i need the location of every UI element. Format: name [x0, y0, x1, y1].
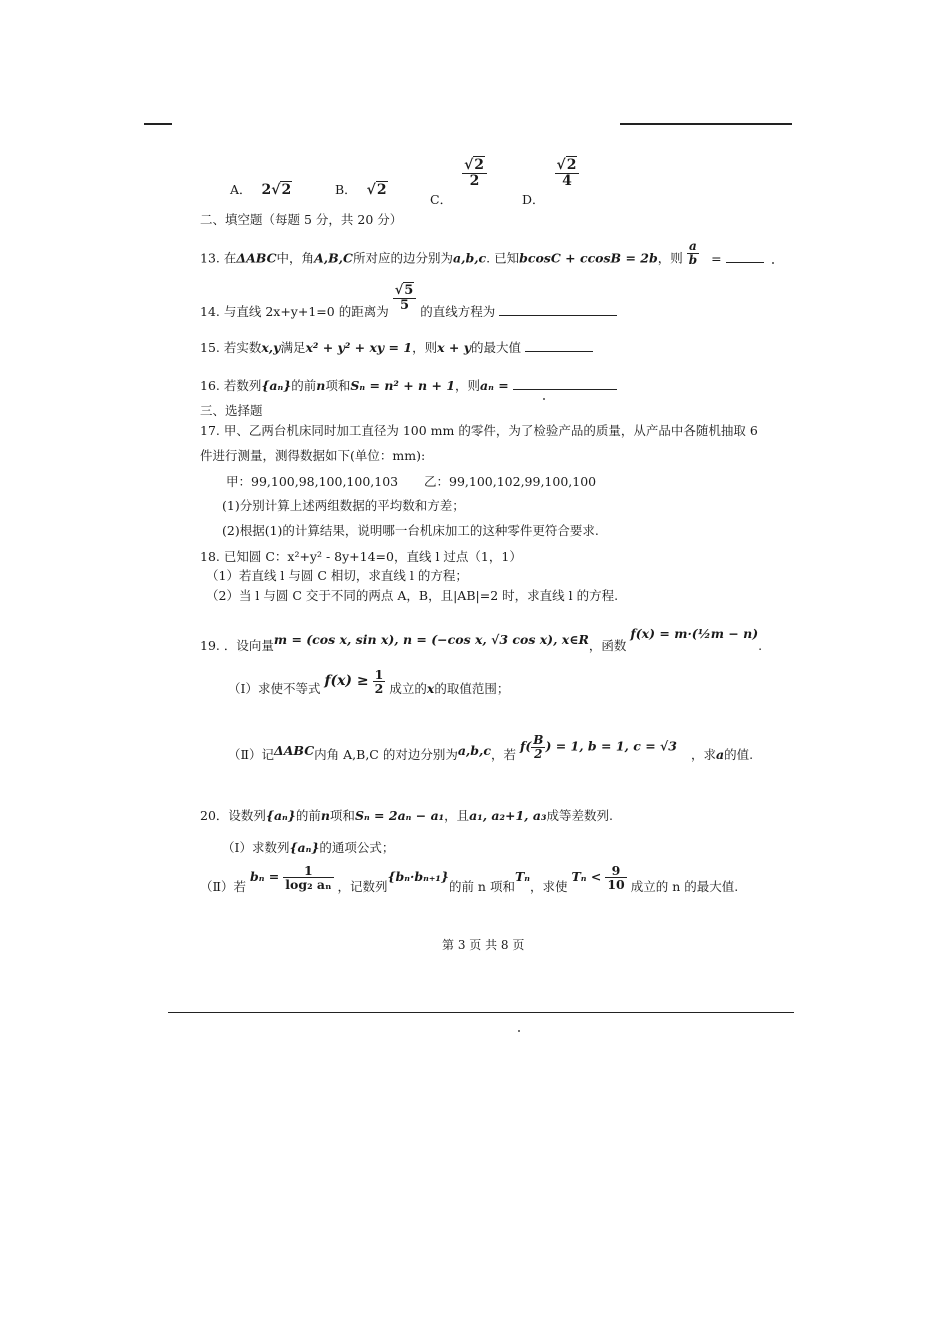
question-17-line2: 件进行测量，测得数据如下(单位：mm):	[200, 448, 426, 463]
question-18-part2: （2）当 l 与圆 C 交于不同的两点 A，B，且|AB|=2 时，求直线 l 的方程.	[206, 588, 619, 603]
section-choice: 三、选择题	[200, 403, 263, 418]
answer-blank-14[interactable]	[499, 314, 617, 316]
question-13: 13. 在ΔABC中，角A,B,C所对应的边分别为a,b,c. 已知bcosC + ccosB = 2b，则 $\frac{a}{b}$ =	[200, 246, 764, 272]
question-16: 16. 若数列{aₙ}的前n项和Sₙ = n² + n + 1，则aₙ =	[200, 376, 617, 394]
question-17-line1: 17. 甲、乙两台机床同时加工直径为 100 mm 的零件，为了检验产品的质量，从产品中各随机抽取 6	[200, 423, 758, 438]
option-c: C． $\frac{√2}{2}$	[430, 158, 487, 188]
question-20-part1: （Ⅰ）求数列{aₙ}的通项公式；	[222, 840, 395, 855]
question-18-part1: （1）若直线 l 与圆 C 相切，求直线 l 的方程；	[206, 568, 468, 583]
bottom-rule	[168, 1012, 794, 1013]
answer-blank-16[interactable]	[513, 388, 617, 390]
question-20-part2: （Ⅱ）若 bₙ = $\frac{1}{\text{log₂ aₙ}}$ ，记数列{bₙ·bₙ₊₁}的前 n 项和Tₙ，求使 Tₙ < $\frac{9}{10}$ 成立的 n 的最大值.	[200, 863, 739, 895]
scan-speck	[518, 1030, 520, 1032]
page-footer: 第 3 页 共 8 页	[442, 938, 525, 952]
data-yi: 乙：99,100,102,99,100,100	[424, 474, 597, 489]
option-b: B． √2	[335, 182, 387, 198]
answer-blank-15[interactable]	[525, 350, 593, 352]
top-left-rule	[144, 123, 172, 125]
data-jia: 甲：99,100,98,100,100,103	[226, 474, 399, 489]
option-a: A． 2√2	[230, 182, 292, 198]
question-18-line1: 18. 已知圆 C：x²+y² - 8y+14=0，直线 l 过点（1，1）	[200, 549, 522, 564]
top-right-rule	[620, 123, 792, 125]
question-20: 20．设数列{aₙ}的前n项和Sₙ = 2aₙ − a₁，且a₁, a₂+1, a₃成等差数列.	[200, 808, 613, 823]
answer-blank-13[interactable]	[726, 261, 764, 263]
scan-speck	[772, 262, 774, 264]
question-19: 19. ．设向量m = (cos x, sin x), n = (−cos x, √3 cos x), x∈R，函数 f(x) = m·(½m − n).	[200, 626, 763, 653]
question-17-part2: (2)根据(1)的计算结果，说明哪一台机床加工的这种零件更符合要求.	[222, 523, 599, 538]
option-d: D． $\frac{√2}{4}$	[522, 158, 579, 188]
question-19-part2: （Ⅱ）记ΔABC内角 A,B,C 的对边分别为a,b,c，若 f( $\frac{B}{2}$ ) = 1, b = 1, c = √3 ，求a的值.	[228, 733, 754, 762]
question-17-part1: (1)分别计算上述两组数据的平均数和方差；	[222, 498, 465, 513]
scan-speck	[543, 398, 545, 400]
section-fill-blank: 二、填空题（每题 5 分，共 20 分）	[200, 212, 403, 227]
question-15: 15. 若实数x,y满足x² + y² + xy = 1，则x + y的最大值	[200, 338, 593, 356]
question-19-part1: （Ⅰ）求使不等式 f(x) ≥ $\frac{1}{2}$ 成立的x的取值范围；	[228, 667, 510, 697]
question-14: 14. 与直线 2x+y+1=0 的距离为 $\frac{√5}{5}$ 的直线方程为	[200, 284, 617, 312]
